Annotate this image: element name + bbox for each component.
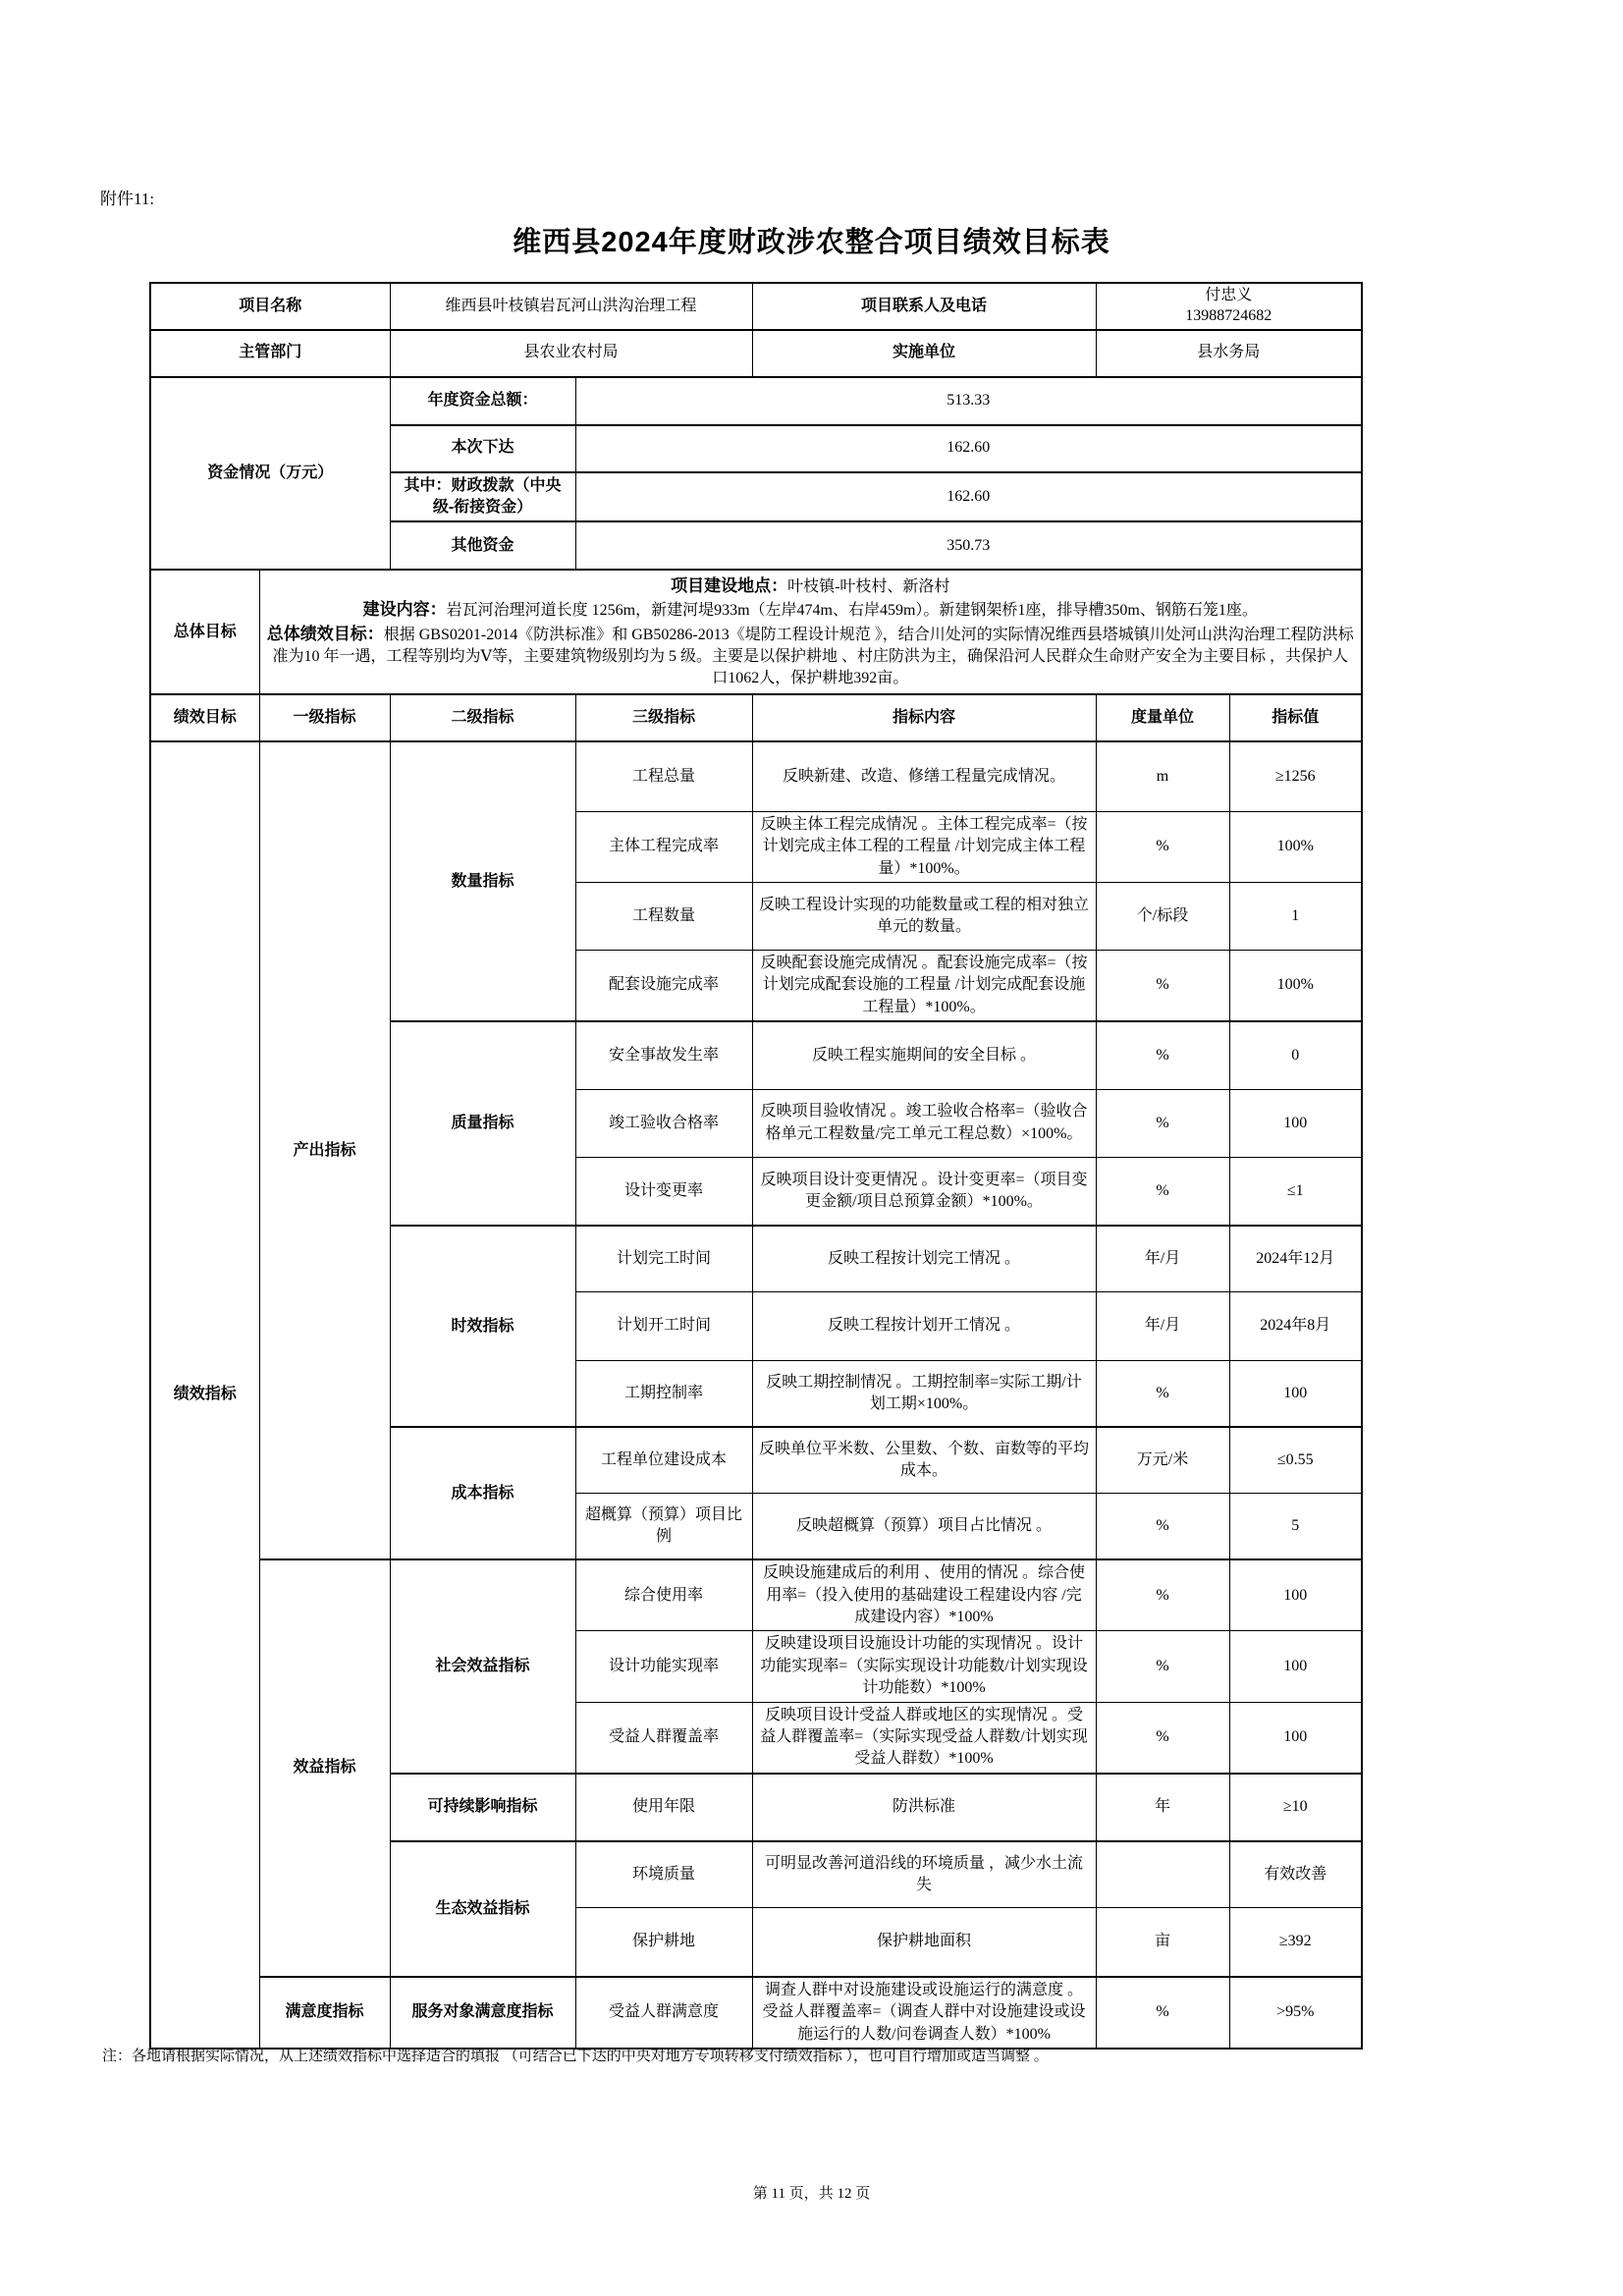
indicator-value: 100% (1229, 951, 1362, 1022)
indicator-content: 反映工程设计实现的功能数量或工程的相对独立单元的数量。 (752, 883, 1096, 951)
funding-row-label: 其他资金 (390, 521, 575, 570)
page-title: 维西县2024年度财政涉农整合项目绩效目标表 (513, 227, 1110, 258)
level3-name: 主体工程完成率 (575, 811, 752, 882)
page-number: 第 11 页，共 12 页 (752, 2186, 871, 2202)
header-content: 指标内容 (752, 694, 1096, 741)
level1-output: 产出指标 (259, 741, 390, 1559)
level2-quantity: 数量指标 (390, 741, 575, 1021)
indicator-content: 防洪标准 (752, 1774, 1096, 1841)
level3-name: 设计功能实现率 (575, 1631, 752, 1702)
funding-row-value: 513.33 (575, 377, 1362, 425)
level2-cost: 成本指标 (390, 1427, 575, 1559)
indicator-row (150, 1977, 1362, 2049)
project-name-value: 维西县叶枝镇岩瓦河山洪沟治理工程 (390, 283, 752, 330)
goal-location-text: 叶枝镇-叶枝村、新洛村 (787, 577, 950, 595)
header-level2: 二级指标 (390, 694, 575, 741)
level2-service-satisfaction: 服务对象满意度指标 (390, 1977, 575, 2049)
indicator-unit: 亩 (1096, 1908, 1229, 1977)
contact-value (1096, 283, 1362, 330)
table-row (150, 377, 1362, 425)
level3-name: 使用年限 (575, 1774, 752, 1841)
goal-performance-text: 根据 GBS0201-2014《防洪标准》和 GB50286-2013《堤防工程设计规范 》，结合川处河的实际情况维西县塔城镇川处河山洪沟治理工程防洪标准为10 年一遇，工程等别均为Ⅴ等，主要建筑物级别均为 5 级。主要是以保护耕地 、村庄防洪为主，确保沿河人民群众生命财产安全为主要目标 ，共保护人口1062人，保护耕地392亩。 (272, 626, 1354, 687)
project-name-label: 项目名称 (150, 283, 390, 330)
level3-name: 受益人群覆盖率 (575, 1702, 752, 1774)
indicator-unit: % (1096, 1977, 1229, 2049)
header-unit: 度量单位 (1096, 694, 1229, 741)
level2-quality: 质量指标 (390, 1021, 575, 1226)
level2-ecological-benefit: 生态效益指标 (390, 1841, 575, 1977)
indicator-content: 反映项目设计变更情况 。设计变更率=（项目变更金额/项目总预算金额）*100%。 (752, 1157, 1096, 1226)
table-row (150, 283, 1362, 330)
indicator-content: 可明显改善河道沿线的环境质量 ，减少水土流失 (752, 1841, 1096, 1908)
indicator-row (150, 741, 1362, 811)
goal-content-label: 建设内容： (362, 600, 447, 620)
indicator-value: 100 (1229, 1559, 1362, 1631)
funding-row-label: 本次下达 (390, 425, 575, 472)
indicator-unit: % (1096, 811, 1229, 882)
goal-content-line (266, 598, 1356, 622)
level3-name: 工程单位建设成本 (575, 1427, 752, 1493)
level3-name: 超概算（预算）项目比例 (575, 1493, 752, 1559)
indicator-value: 5 (1229, 1493, 1362, 1559)
indicator-unit: % (1096, 951, 1229, 1022)
level1-benefit: 效益指标 (259, 1559, 390, 1977)
funding-row-label: 年度资金总额： (390, 377, 575, 425)
indicator-unit: 个/标段 (1096, 883, 1229, 951)
funding-label: 资金情况（万元） (150, 377, 390, 571)
indicator-header-row (150, 694, 1362, 741)
level3-name: 安全事故发生率 (575, 1021, 752, 1089)
indicator-content: 反映主体工程完成情况 。主体工程完成率=（按计划完成主体工程的工程量 /计划完成主体工程量）*100%。 (752, 811, 1096, 882)
indicator-value: ≥392 (1229, 1908, 1362, 1977)
funding-row-value: 350.73 (575, 521, 1362, 570)
attachment-label: 附件11: (100, 190, 155, 208)
indicator-unit: % (1096, 1021, 1229, 1089)
contact-name: 付忠义 (1205, 287, 1253, 303)
level2-sustainability: 可持续影响指标 (390, 1774, 575, 1841)
table-row (150, 330, 1362, 377)
indicator-value: 1 (1229, 883, 1362, 951)
goal-performance-line (266, 623, 1356, 690)
indicator-value: 0 (1229, 1021, 1362, 1089)
overall-goal-label: 总体目标 (150, 570, 259, 694)
impl-value: 县水务局 (1096, 330, 1362, 377)
funding-row-value: 162.60 (575, 425, 1362, 472)
level3-name: 保护耕地 (575, 1908, 752, 1977)
indicator-unit (1096, 1841, 1229, 1908)
indicator-content: 反映超概算（预算）项目占比情况 。 (752, 1493, 1096, 1559)
indicator-content: 反映新建、改造、修缮工程量完成情况。 (752, 741, 1096, 811)
indicator-value: ≥10 (1229, 1774, 1362, 1841)
indicator-content: 反映工程按计划开工情况 。 (752, 1291, 1096, 1360)
indicator-unit: % (1096, 1631, 1229, 1702)
goal-location-label: 项目建设地点： (671, 575, 788, 595)
indicator-value: 2024年8月 (1229, 1291, 1362, 1360)
indicator-content: 反映建设项目设施设计功能的实现情况 。设计功能实现率=（实际实现设计功能数/计划实现设计功能数）*100% (752, 1631, 1096, 1702)
level1-satisfaction: 满意度指标 (259, 1977, 390, 2049)
indicator-row (150, 1559, 1362, 1631)
level2-social-benefit: 社会效益指标 (390, 1559, 575, 1774)
header-performance-target: 绩效目标 (150, 694, 259, 741)
indicator-content: 反映工程按计划完工情况 。 (752, 1226, 1096, 1291)
indicator-unit: % (1096, 1360, 1229, 1427)
indicator-content: 反映配套设施完成情况 。配套设施完成率=（按计划完成配套设施的工程量 /计划完成配套设施工程量）*100%。 (752, 951, 1096, 1022)
indicator-value: 100 (1229, 1702, 1362, 1774)
indicator-value: >95% (1229, 1977, 1362, 2049)
indicator-content: 反映单位平米数、公里数、个数、亩数等的平均成本。 (752, 1427, 1096, 1493)
level2-timeliness: 时效指标 (390, 1226, 575, 1427)
header-value: 指标值 (1229, 694, 1362, 741)
performance-indicator-cell: 绩效指标 (150, 741, 259, 2049)
indicator-value: 100 (1229, 1360, 1362, 1427)
indicator-unit: % (1096, 1559, 1229, 1631)
goal-performance-label: 总体绩效目标： (266, 624, 384, 643)
level3-name: 配套设施完成率 (575, 951, 752, 1022)
level3-name: 工期控制率 (575, 1360, 752, 1427)
level3-name: 工程数量 (575, 883, 752, 951)
indicator-content: 反映项目设计受益人群或地区的实现情况 。受益人群覆盖率=（实际实现受益人群数/计划实现受益人群数）*100% (752, 1702, 1096, 1774)
performance-target-table (149, 282, 1363, 2050)
indicator-value: 2024年12月 (1229, 1226, 1362, 1291)
goal-location-line (266, 574, 1356, 598)
funding-row-value: 162.60 (575, 472, 1362, 522)
indicator-unit: % (1096, 1089, 1229, 1157)
contact-label: 项目联系人及电话 (752, 283, 1096, 330)
table-row (150, 570, 1362, 694)
goal-content-text: 岩瓦河治理河道长度 1256m，新建河堤933m（左岸474m、右岸459m）。新建钢架桥1座，排导槽350m、钢筋石笼1座。 (446, 602, 1258, 620)
level3-name: 竣工验收合格率 (575, 1089, 752, 1157)
indicator-value: 100 (1229, 1089, 1362, 1157)
indicator-value: 100 (1229, 1631, 1362, 1702)
level3-name: 计划完工时间 (575, 1226, 752, 1291)
indicator-unit: m (1096, 741, 1229, 811)
overall-goal-content (259, 570, 1362, 694)
header-level3: 三级指标 (575, 694, 752, 741)
level3-name: 环境质量 (575, 1841, 752, 1908)
indicator-value: ≤0.55 (1229, 1427, 1362, 1493)
indicator-unit: 万元/米 (1096, 1427, 1229, 1493)
indicator-unit: 年 (1096, 1774, 1229, 1841)
indicator-content: 反映项目验收情况 。竣工验收合格率=（验收合格单元工程数量/完工单元工程总数）×100%。 (752, 1089, 1096, 1157)
level3-name: 受益人群满意度 (575, 1977, 752, 2049)
indicator-unit: % (1096, 1702, 1229, 1774)
dept-label: 主管部门 (150, 330, 390, 377)
dept-value: 县农业农村局 (390, 330, 752, 377)
indicator-unit: 年/月 (1096, 1226, 1229, 1291)
indicator-content: 反映设施建成后的利用 、使用的情况 。综合使用率=（投入使用的基础建设工程建设内容 /完成建设内容）*100% (752, 1559, 1096, 1631)
indicator-value: ≤1 (1229, 1157, 1362, 1226)
indicator-content: 调查人群中对设施建设或设施运行的满意度 。受益人群覆盖率=（调查人群中对设施建设或设施运行的人数/问卷调查人数）*100% (752, 1977, 1096, 2049)
indicator-content: 反映工程实施期间的安全目标 。 (752, 1021, 1096, 1089)
indicator-unit: % (1096, 1157, 1229, 1226)
funding-row-label: 其中：财政拨款（中央级-衔接资金） (390, 472, 575, 522)
impl-label: 实施单位 (752, 330, 1096, 377)
level3-name: 综合使用率 (575, 1559, 752, 1631)
level3-name: 工程总量 (575, 741, 752, 811)
indicator-value: 100% (1229, 811, 1362, 882)
contact-phone: 13988724682 (1185, 306, 1272, 324)
indicator-content: 反映工期控制情况 。工期控制率=实际工期/计划工期×100%。 (752, 1360, 1096, 1427)
footnote: 注：各地请根据实际情况，从上述绩效指标中选择适合的填报 （可结合已下达的中央对地方专项转移支付绩效指标 ），也可自行增加或适当调整 。 (102, 2049, 1049, 2064)
indicator-content: 保护耕地面积 (752, 1908, 1096, 1977)
indicator-unit: % (1096, 1493, 1229, 1559)
indicator-value: 有效改善 (1229, 1841, 1362, 1908)
header-level1: 一级指标 (259, 694, 390, 741)
indicator-unit: 年/月 (1096, 1291, 1229, 1360)
indicator-value: ≥1256 (1229, 741, 1362, 811)
level3-name: 计划开工时间 (575, 1291, 752, 1360)
level3-name: 设计变更率 (575, 1157, 752, 1226)
